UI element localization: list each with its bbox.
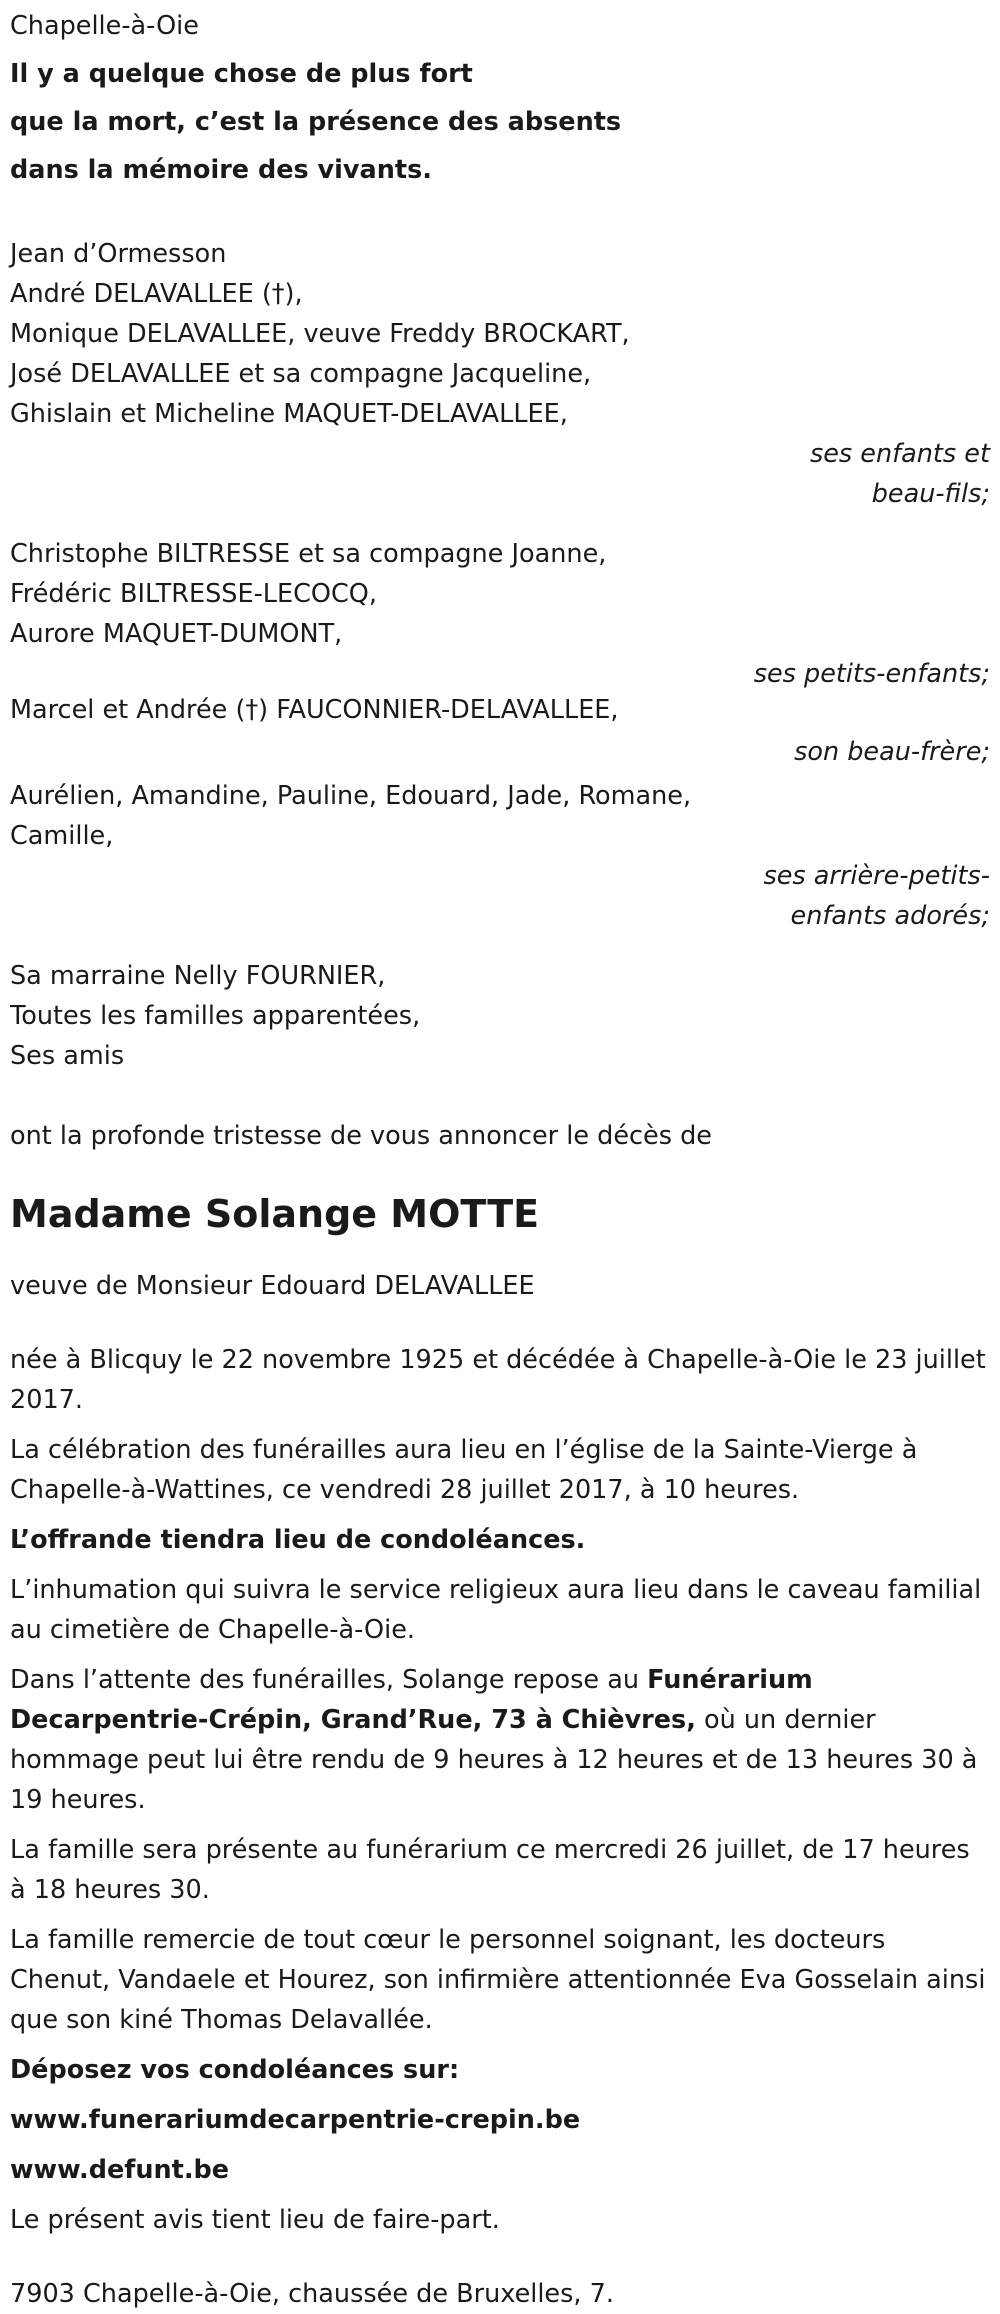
other-2: Toutes les familles apparentées, — [10, 1001, 421, 1031]
child-4: Ghislain et Micheline MAQUET-DELAVALLEE, — [10, 399, 568, 429]
repose-place: Funérarium Decarpentrie-Crépin, Grand’Rue, 73 à Chièvres, — [10, 1665, 813, 1735]
brother-in-law-role: son beau-frère; — [794, 737, 990, 767]
great-grandchildren-role-2: enfants adorés; — [790, 901, 990, 931]
quote-line-2: que la mort, c’est la présence des absents — [10, 107, 622, 137]
family-present: La famille sera présente au funérarium ce mercredi 26 juillet, de 17 heures à 18 heures 30. — [10, 1835, 970, 1905]
great-grandchildren-2: Camille, — [10, 821, 114, 851]
repose — [10, 1660, 990, 1820]
location: Chapelle-à-Oie — [10, 11, 199, 41]
brother-in-law: Marcel et Andrée (†) FAUCONNIER-DELAVALLEE, — [10, 695, 619, 725]
link-funerarium[interactable]: www.funerariumdecarpentrie-crepin.be — [10, 2105, 581, 2135]
notice: Le présent avis tient lieu de faire-part. — [10, 2205, 500, 2235]
offering: L’offrande tiendra lieu de condoléances. — [10, 1525, 586, 1555]
quote-line-3: dans la mémoire des vivants. — [10, 155, 432, 185]
quote-line-1: Il y a quelque chose de plus fort — [10, 59, 473, 89]
birth-death: née à Blicquy le 22 novembre 1925 et décédée à Chapelle-à-Oie le 23 juillet 2017. — [10, 1345, 986, 1415]
grandchild-1: Christophe BILTRESSE et sa compagne Joanne, — [10, 539, 607, 569]
quote-author: Jean d’Ormesson — [10, 239, 227, 269]
grandchildren-role: ses petits-enfants; — [753, 659, 990, 689]
widow-of: veuve de Monsieur Edouard DELAVALLEE — [10, 1271, 535, 1301]
repose-after: où un dernier hommage peut lui être rendu de 9 heures à 12 heures et de 13 heures 30 à 19 heures. — [10, 1705, 978, 1815]
children-role-1: ses enfants et — [809, 439, 990, 469]
other-1: Sa marraine Nelly FOURNIER, — [10, 961, 386, 991]
child-1: André DELAVALLEE (†), — [10, 279, 303, 309]
repose-before: Dans l’attente des funérailles, Solange repose au — [10, 1665, 648, 1695]
burial: L’inhumation qui suivra le service religieux aura lieu dans le caveau familial au cimetière de Chapelle-à-Oie. — [10, 1575, 982, 1645]
other-3: Ses amis — [10, 1041, 125, 1071]
child-3: José DELAVALLEE et sa compagne Jacqueline, — [10, 359, 592, 389]
great-grandchildren-1: Aurélien, Amandine, Pauline, Edouard, Jade, Romane, — [10, 781, 692, 811]
great-grandchildren-role-1: ses arrière-petits- — [763, 861, 990, 891]
grandchild-2: Frédéric BILTRESSE-LECOCQ, — [10, 579, 377, 609]
announcement-body — [10, 1340, 990, 2240]
children-role-2: beau-fils; — [871, 479, 990, 509]
condolences-label: Déposez vos condoléances sur: — [10, 2055, 460, 2085]
address: 7903 Chapelle-à-Oie, chaussée de Bruxelles, 7. — [10, 2279, 614, 2309]
deceased-name: Madame Solange MOTTE — [10, 1192, 540, 1236]
thanks: La famille remercie de tout cœur le personnel soignant, les docteurs Chenut, Vandaele et Hourez, son infirmière attentionnée Eva Gosselain ainsi que son kiné Thomas Delavallée. — [10, 1925, 986, 2035]
child-2: Monique DELAVALLEE, veuve Freddy BROCKART, — [10, 319, 630, 349]
ceremony: La célébration des funérailles aura lieu en l’église de la Sainte-Vierge à Chapelle-à-Wattines, ce vendredi 28 juillet 2017, à 10 heures. — [10, 1435, 918, 1505]
announcement-intro: ont la profonde tristesse de vous annoncer le décès de — [10, 1121, 712, 1151]
obituary-page — [0, 6, 1000, 2309]
grandchild-3: Aurore MAQUET-DUMONT, — [10, 619, 343, 649]
link-defunt[interactable]: www.defunt.be — [10, 2155, 230, 2185]
